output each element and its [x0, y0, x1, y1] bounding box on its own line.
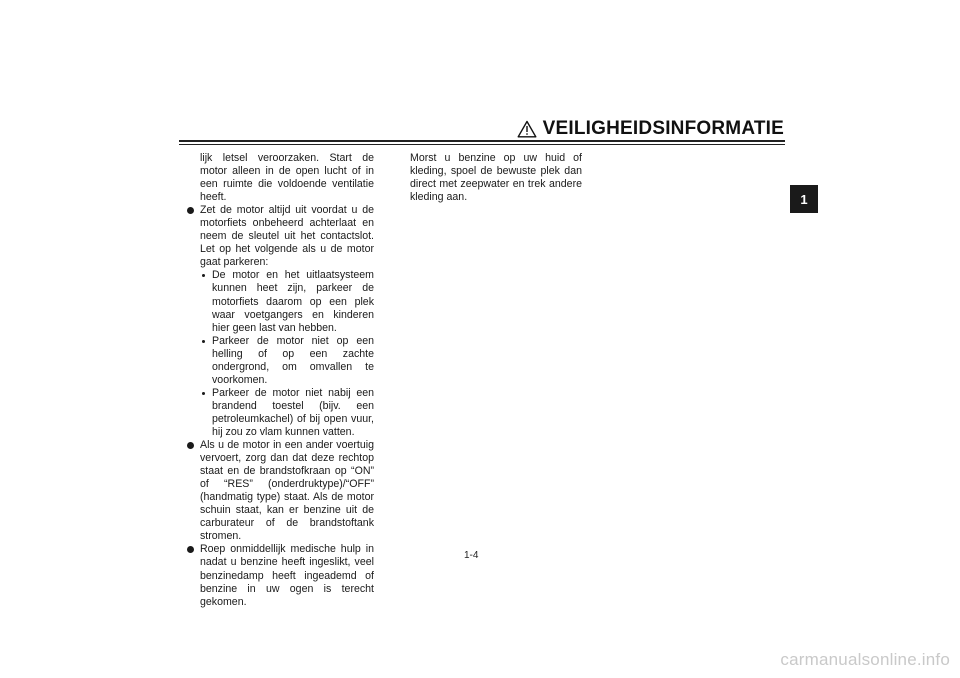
right-column [410, 152, 582, 204]
left-column [187, 152, 374, 609]
header-rule-thick [179, 140, 785, 142]
sub-list-item: Parkeer de motor niet op een helling of op een zachte ondergrond, om omvallen te voorkomen. [187, 335, 374, 387]
sub-list-item: De motor en het uitlaatsysteem kunnen heet zijn, parkeer de motorfiets daarom op een plek waar voetgangers en kinderen hier geen last van hebben. [187, 269, 374, 334]
sub-list-item: Parkeer de motor niet nabij een brandend toestel (bijv. een petroleumkachel) of bij open vuur, hij zou zo vlam kunnen vatten. [187, 387, 374, 439]
list-item: Zet de motor altijd uit voordat u de motorfiets onbeheerd achterlaat en neem de sleutel uit het contactslot. Let op het volgende als u de motor gaat parkeren: [187, 204, 374, 269]
right-paragraph: Morst u benzine op uw huid of kleding, spoel de bewuste plek dan direct met zeepwater en trek andere kleding aan. [410, 152, 582, 204]
sub-bullet-icon [202, 340, 205, 343]
page-number: 1-4 [464, 550, 479, 561]
list-item: Roep onmiddellijk medische hulp in nadat u benzine heeft ingeslikt, veel benzinedamp heeft ingeademd of benzine in uw ogen is terecht gekomen. [187, 543, 374, 608]
bullet-icon [187, 546, 194, 553]
header-rule-thin [179, 144, 785, 145]
bullet-icon [187, 442, 194, 449]
list-item: Als u de motor in een ander voertuig vervoert, zorg dan dat deze rechtop staat en de brandstofkraan op “ON” of “RES” (onderdruktype)/“OFF” (handmatig type) staat. Als de motor schuin staat, kan er benzine uit de carburateur of de brandstoftank stromen. [187, 439, 374, 543]
chapter-tab: 1 [790, 185, 818, 213]
intro-paragraph: lijk letsel veroorzaken. Start de motor alleen in de open lucht of in een ruimte die voldoende ventilatie heeft. [200, 152, 374, 204]
watermark: carmanualsonline.info [780, 650, 950, 669]
section-header [540, 118, 784, 140]
page-title: VEILIGHEIDSINFORMATIE [542, 118, 784, 139]
sub-bullet-icon [202, 392, 205, 395]
sub-bullet-icon [202, 274, 205, 277]
warning-triangle-icon [517, 120, 537, 138]
bullet-icon [187, 207, 194, 214]
